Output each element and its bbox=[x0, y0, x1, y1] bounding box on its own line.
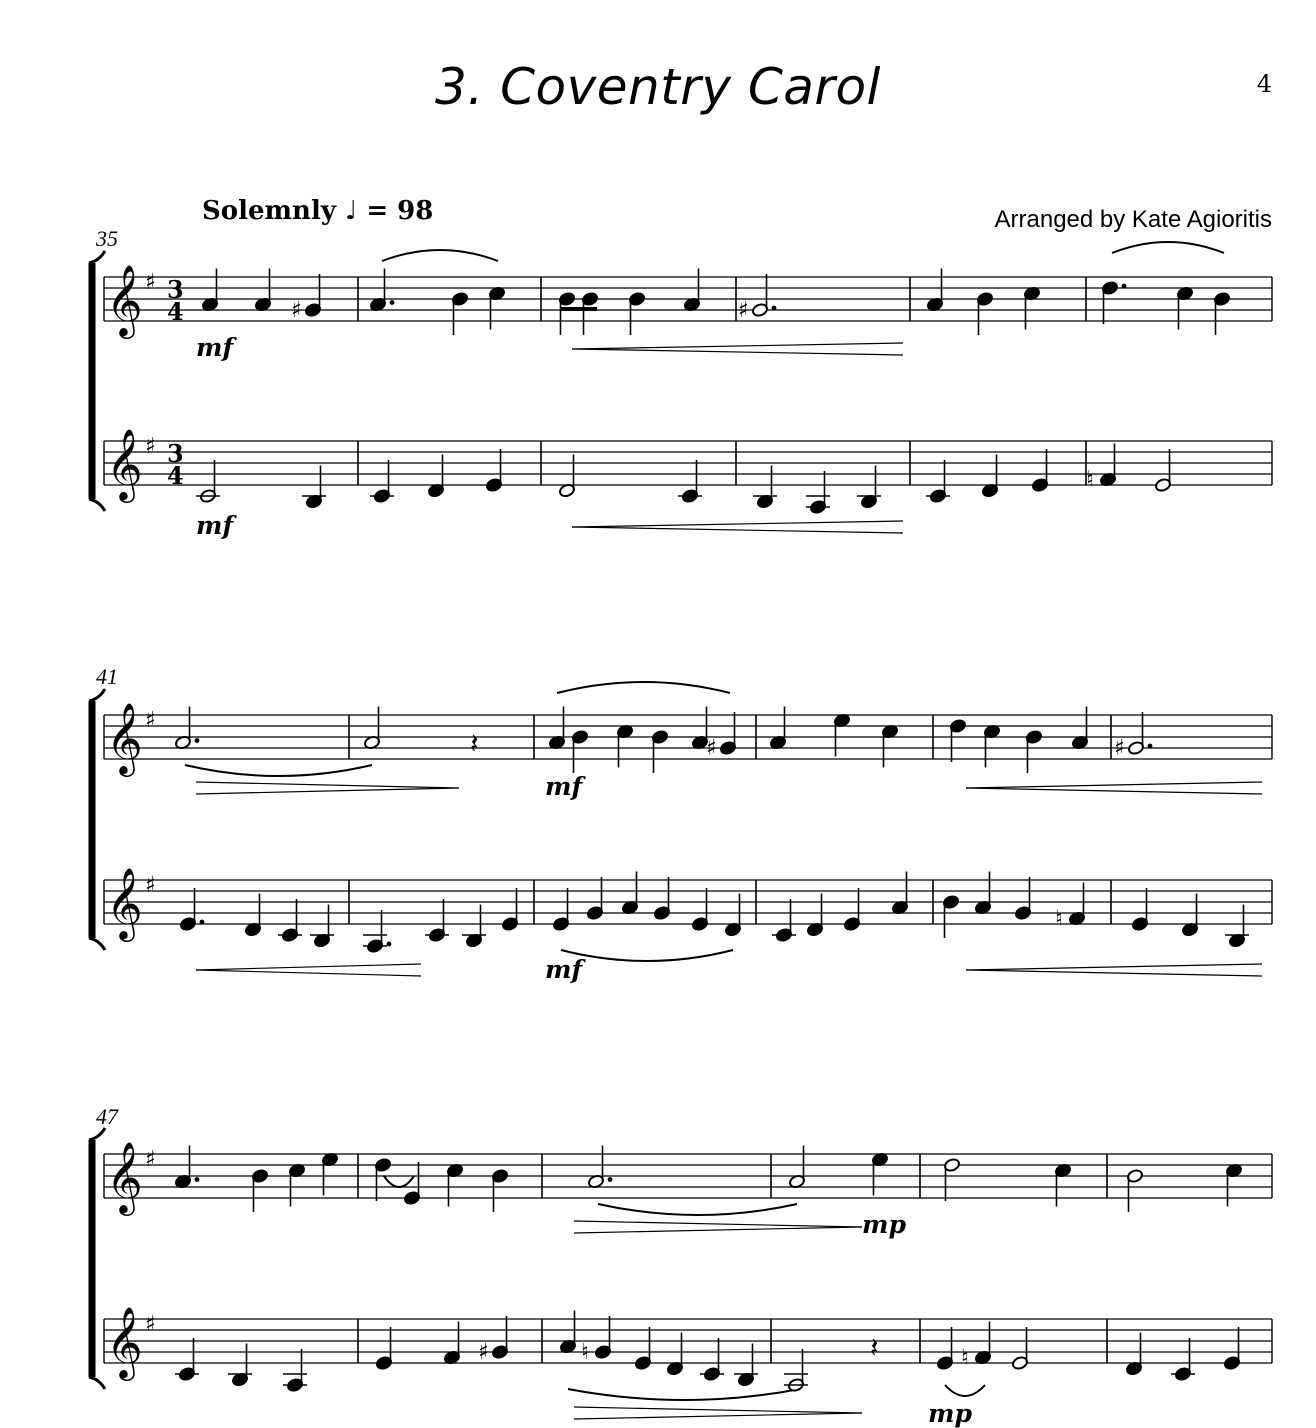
key-signature-sharp-icon: ♯ bbox=[145, 270, 156, 295]
time-signature-bottom: 4 bbox=[167, 461, 184, 490]
sharp-icon: ♯ bbox=[1114, 736, 1125, 761]
dynamic-marking: mf bbox=[196, 511, 234, 540]
crescendo-hairpin bbox=[572, 527, 903, 533]
augmentation-dot bbox=[608, 1177, 613, 1182]
key-signature-sharp-icon: ♯ bbox=[145, 434, 156, 459]
measure-number: 41 bbox=[96, 664, 118, 689]
system-bracket bbox=[89, 1128, 105, 1140]
crescendo-hairpin bbox=[572, 343, 903, 349]
piece-title: 3. Coventry Carol bbox=[435, 58, 881, 116]
treble-clef-icon: 𝄞 bbox=[106, 427, 143, 500]
diminuendo-hairpin bbox=[574, 1407, 862, 1413]
dynamic-marking: mf bbox=[196, 333, 234, 362]
crescendo-hairpin bbox=[572, 521, 903, 527]
augmentation-dot bbox=[387, 942, 392, 947]
diminuendo-hairpin bbox=[196, 782, 459, 788]
crescendo-hairpin bbox=[966, 788, 1262, 794]
diminuendo-hairpin bbox=[574, 1221, 862, 1227]
measure-number: 35 bbox=[96, 226, 118, 251]
treble-clef-icon: 𝄞 bbox=[106, 701, 143, 774]
natural-icon: ♮ bbox=[581, 1340, 589, 1365]
slur bbox=[557, 682, 730, 693]
crescendo-hairpin bbox=[966, 964, 1262, 970]
page-number: 4 bbox=[1256, 70, 1272, 98]
system-bracket bbox=[89, 938, 105, 950]
quarter-rest-icon: 𝄽 bbox=[470, 727, 479, 760]
quarter-rest-icon: 𝄽 bbox=[870, 1331, 879, 1364]
crescendo-hairpin bbox=[196, 970, 421, 976]
slur bbox=[1112, 242, 1224, 253]
slur bbox=[561, 950, 733, 961]
key-signature-sharp-icon: ♯ bbox=[145, 708, 156, 733]
crescendo-hairpin bbox=[196, 964, 421, 970]
slur bbox=[382, 250, 498, 261]
augmentation-dot bbox=[195, 738, 200, 743]
natural-icon: ♮ bbox=[1055, 906, 1063, 932]
key-signature-sharp-icon: ♯ bbox=[145, 1147, 156, 1172]
crescendo-hairpin bbox=[966, 970, 1262, 976]
slur bbox=[384, 1176, 414, 1187]
augmentation-dot bbox=[200, 920, 205, 925]
dynamic-marking: mp bbox=[862, 1210, 906, 1239]
quarter-note-icon: ♩ bbox=[345, 196, 358, 226]
time-signature-top: 3 bbox=[167, 275, 184, 304]
treble-clef-icon: 𝄞 bbox=[106, 1305, 143, 1378]
diminuendo-hairpin bbox=[196, 788, 459, 794]
slur bbox=[185, 765, 372, 776]
key-signature-sharp-icon: ♯ bbox=[145, 873, 156, 898]
system-bracket bbox=[89, 689, 105, 701]
treble-clef-icon: 𝄞 bbox=[106, 1140, 143, 1213]
slur bbox=[568, 1389, 800, 1400]
dynamic-marking: mp bbox=[928, 1399, 972, 1428]
tempo-word: Solemnly bbox=[202, 196, 336, 226]
augmentation-dot bbox=[772, 306, 777, 311]
time-signature-bottom: 4 bbox=[167, 297, 184, 326]
treble-clef-icon: 𝄞 bbox=[106, 866, 143, 939]
dynamic-marking: mf bbox=[545, 772, 583, 801]
slur bbox=[598, 1204, 797, 1215]
augmentation-dot bbox=[390, 300, 395, 305]
key-signature-sharp-icon: ♯ bbox=[145, 1312, 156, 1337]
dynamic-marking: mf bbox=[545, 955, 583, 984]
natural-icon: ♮ bbox=[1086, 467, 1094, 493]
system-bracket bbox=[89, 1377, 105, 1389]
augmentation-dot bbox=[195, 1177, 200, 1182]
measure-number: 47 bbox=[96, 1104, 118, 1129]
crescendo-hairpin bbox=[966, 782, 1262, 788]
crescendo-hairpin bbox=[572, 349, 903, 355]
system-bracket bbox=[89, 251, 105, 263]
treble-clef-icon: 𝄞 bbox=[106, 263, 143, 336]
system-bracket bbox=[89, 499, 105, 511]
natural-icon: ♮ bbox=[961, 1345, 969, 1371]
augmentation-dot bbox=[1148, 744, 1153, 749]
slur bbox=[945, 1385, 985, 1396]
diminuendo-hairpin bbox=[574, 1413, 862, 1419]
sharp-icon: ♯ bbox=[738, 298, 749, 323]
augmentation-dot bbox=[1122, 284, 1127, 289]
tempo-value: = 98 bbox=[366, 196, 434, 226]
arranger-credit: Arranged by Kate Agioritis bbox=[994, 206, 1272, 233]
sharp-icon: ♯ bbox=[478, 1340, 489, 1365]
time-signature-top: 3 bbox=[167, 439, 184, 468]
diminuendo-hairpin bbox=[574, 1227, 862, 1233]
sharp-icon: ♯ bbox=[291, 298, 302, 323]
sharp-icon: ♯ bbox=[706, 736, 717, 761]
